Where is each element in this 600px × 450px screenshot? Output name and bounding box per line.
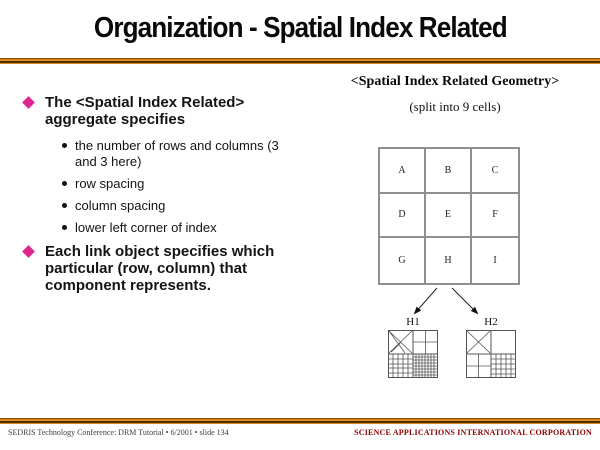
list-item-level2 bbox=[62, 198, 307, 214]
h1-geometry-thumbnail-icon bbox=[388, 330, 438, 378]
grid-cell: H bbox=[426, 238, 472, 283]
list-item-level2 bbox=[62, 220, 307, 236]
thumbnail-label-h2: H2 bbox=[484, 316, 498, 328]
grid-cell: E bbox=[426, 194, 472, 239]
dot-bullet-icon bbox=[62, 181, 67, 186]
grid-cell: D bbox=[380, 194, 426, 239]
diagram-heading: <Spatial Index Related Geometry> bbox=[350, 74, 560, 89]
grid-cell: C bbox=[472, 149, 518, 194]
bullet-list bbox=[22, 94, 307, 294]
diamond-bullet-icon bbox=[22, 96, 35, 109]
list-item-level1 bbox=[22, 243, 307, 294]
dot-bullet-icon bbox=[62, 225, 67, 230]
list-item-text: lower left corner of index bbox=[75, 220, 217, 235]
list-item-text: row spacing bbox=[75, 176, 145, 191]
list-item-text: column spacing bbox=[75, 198, 166, 213]
list-item-level2 bbox=[62, 176, 307, 192]
list-item-text: Each link object specifies which particular (row, column) that component represents. bbox=[45, 243, 275, 294]
list-item-level2 bbox=[62, 138, 307, 170]
footer-conference-info: SEDRIS Technology Conference: DRM Tutorial • 6/2001 • slide 134 bbox=[8, 428, 229, 437]
grid-cell: I bbox=[493, 255, 497, 267]
grid-cell: G bbox=[380, 238, 426, 283]
title-divider bbox=[0, 58, 600, 64]
footer-divider bbox=[0, 418, 600, 424]
grid-cell: B bbox=[426, 149, 472, 194]
grid-cell: A bbox=[380, 149, 426, 194]
list-item-level1 bbox=[22, 94, 307, 128]
diamond-bullet-icon bbox=[22, 245, 35, 258]
list-item-text: the number of rows and columns (3 and 3 here) bbox=[75, 138, 279, 169]
list-item-text: The <Spatial Index Related> aggregate specifies bbox=[45, 94, 245, 128]
dot-bullet-icon bbox=[62, 143, 67, 148]
page-title-text: Organization - Spatial Index Related bbox=[93, 12, 507, 44]
spatial-index-grid bbox=[378, 147, 520, 285]
grid-cell: F bbox=[472, 194, 518, 239]
diagram-subtitle: (split into 9 cells) bbox=[409, 99, 501, 114]
thumbnail-label-h1: H1 bbox=[406, 316, 420, 328]
page-title bbox=[0, 12, 600, 45]
footer-company-name: SCIENCE APPLICATIONS INTERNATIONAL CORPORATION bbox=[354, 428, 592, 437]
h2-geometry-thumbnail-icon bbox=[466, 330, 516, 378]
dot-bullet-icon bbox=[62, 203, 67, 208]
sub-bullet-list bbox=[62, 138, 307, 236]
